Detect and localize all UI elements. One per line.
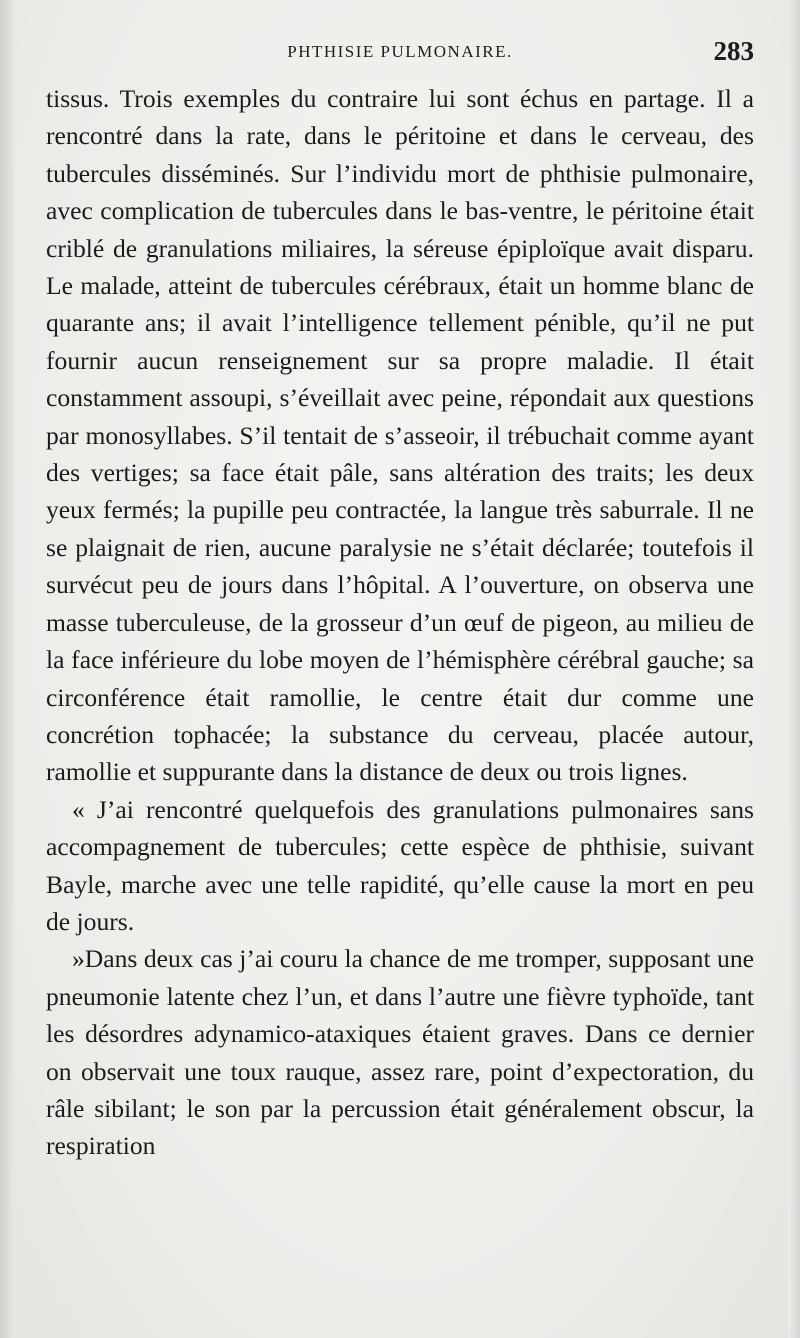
paragraph-1: tissus. Trois exemples du contraire lui sont échus en partage. Il a rencontré dans la rate, dans le péritoine et dans le cerveau, des tubercules disséminés. Sur l’individu mort de phthisie pulmonaire, avec complication de tubercules dans le bas-ventre, le péritoine était criblé de granulations miliaires, la séreuse épiploïque avait disparu. Le malade, atteint de tubercules cérébraux, était un homme blanc de quarante ans; il avait l’intelligence tellement pénible, qu’il ne put fournir aucun renseignement sur sa propre maladie. Il était constamment assoupi, s’éveillait avec peine, répondait aux questions par monosyllabes. S’il tentait de s’asseoir, il trébuchait comme ayant des vertiges; sa face était pâle, sans altération des traits; les deux yeux fermés; la pupille peu contractée, la langue très saburrale. Il ne se plaignait de rien, aucune paralysie ne s’était déclarée; toutefois il survécut peu de jours dans l’hôpital. A l’ouverture, on observa une masse tuberculeuse, de la grosseur d’un œuf de pigeon, au milieu de la face inférieure du lobe moyen de l’hémisphère cérébral gauche; sa circonférence était ramollie, le centre était dur comme une concrétion tophacée; la substance du cerveau, placée autour, ramollie et suppurante dans la distance de deux ou trois lignes. — [46, 84, 754, 787]
page-edge-shadow-left — [0, 0, 14, 1338]
running-title: PHTHISIE PULMONAIRE. — [287, 42, 513, 61]
page-number: 283 — [713, 36, 754, 66]
page-edge-shadow-right — [788, 0, 800, 1338]
paragraph-3: »Dans deux cas j’ai couru la chance de me tromper, supposant une pneumonie latente chez l’un, et dans l’autre une fièvre typhoïde, tant les désordres adynamico-ataxiques étaient graves. Dans ce dernier on observait une toux rauque, assez rare, point d’expectoration, du râle sibilant; le son par la percussion était généralement obscur, la respiration — [46, 944, 754, 1161]
paragraph-2: « J’ai rencontré quelquefois des granulations pulmonaires sans accompagnement de tubercules; cette espèce de phthisie, suivant Bayle, marche avec une telle rapidité, qu’elle cause la mort en peu de jours. — [46, 794, 754, 936]
running-head — [46, 36, 754, 76]
body-text — [46, 80, 754, 1165]
